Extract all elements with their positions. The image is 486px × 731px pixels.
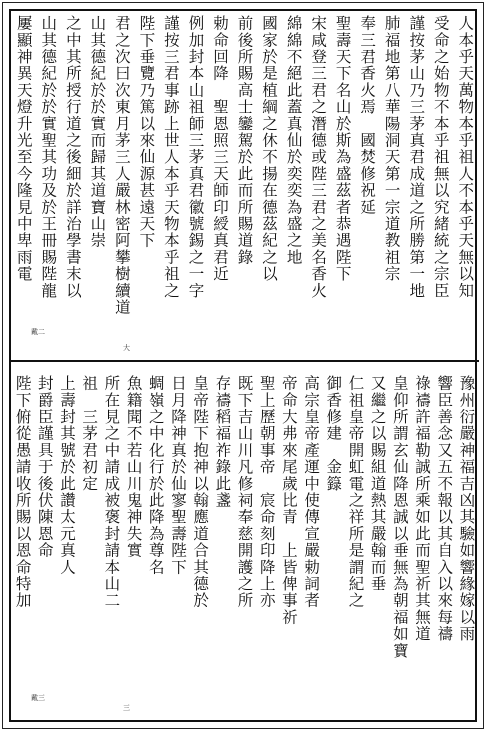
text-column: 謹按三君事跡上世人本乎天物本乎祖之 xyxy=(161,15,180,299)
foot-note-top: 大 xyxy=(123,344,130,352)
text-column: 國家於是植綱之休不揚在德茲紀之以 xyxy=(260,15,279,283)
top-half-text-block xyxy=(11,11,477,354)
page-number-bottom: 戴三 xyxy=(31,694,45,702)
text-column: 仁祖皇帝開虹電之祥所是謂紀之 xyxy=(346,375,365,609)
text-column: 宋咸登三君之潛德或陛三君之美名香火 xyxy=(309,15,328,299)
text-column: 山其德紀於於實而歸其道寶山崇 xyxy=(88,15,107,249)
text-column: 君之次曰次東月茅三人嚴林密阿攀樹續道 xyxy=(112,15,131,316)
half-divider xyxy=(9,360,479,362)
text-column: 皇帝陛下抱神以翰應道合其德於 xyxy=(191,375,210,609)
text-column: 受命之始物不本乎祖無以究緒統之宗臣 xyxy=(431,15,450,299)
text-column: 皇仰所謂玄仙降恩誠以垂無為朝福如寶 xyxy=(390,375,409,659)
text-column: 謹按茅山乃三茅真君成道之所勝第一地 xyxy=(407,15,426,299)
text-column: 魚籍聞不若山川鬼神失實 xyxy=(124,375,143,559)
text-column: 勅命回降 聖恩照三天師印綬真君近 xyxy=(210,15,229,283)
text-column: 之中其所授行道之後細於詳治學書末以 xyxy=(63,15,82,299)
text-column: 響臣善念又五不報以其自入以來每禱 xyxy=(435,375,454,643)
text-column: 又繼之以賜組道熱其嚴翰而垂 xyxy=(368,375,387,593)
text-column: 人本乎天萬物本乎祖人不本乎天無以知 xyxy=(456,15,475,299)
text-column: 帝命大弗來尾歲比青 上皆俾事祈 xyxy=(279,375,298,626)
text-column: 山其德紀於於實聖其功及於王冊賜陛龍 xyxy=(39,15,58,299)
text-column: 日月降神真於仙寥聖壽陛下 xyxy=(168,375,187,576)
text-column: 所在見之中請成被褒封請本山二 xyxy=(102,375,121,609)
text-column: 綿綿不絕此蓋真仙於奕奕為盛之地 xyxy=(284,15,303,266)
text-column: 前後所賜高士鑾駕於此而所賜道錄 xyxy=(235,15,254,266)
text-column: 蜩嶺之中化行於此降為尊名 xyxy=(146,375,165,576)
text-column: 上壽封其號於此讚太元真人 xyxy=(57,375,76,576)
scripture-page xyxy=(2,2,484,729)
text-column: 既下吉山川凡修祠奉慈開護之所 xyxy=(235,375,254,609)
text-column: 奉三君香火焉 國焚修祝延 xyxy=(358,15,377,216)
text-column: 例加封本山祖師三茅真君徽號錫之一字 xyxy=(186,15,205,299)
text-column: 屢顯神異天燈升光至今隆見中卑雨電 xyxy=(14,15,33,283)
text-column: 聖壽天下名山於斯為盛茲者恭遇陛下 xyxy=(333,15,352,283)
bottom-half-text-block xyxy=(11,371,477,719)
text-column: 肺福地第八華陽洞天第一宗道教祖宗 xyxy=(382,15,401,283)
text-column: 陛下垂覽乃篤以來仙源甚遠天下 xyxy=(137,15,156,249)
text-column: 豫州衍嚴神福吉凶其驗如響緣嫁以雨 xyxy=(457,375,476,643)
foot-note-bottom: 三 xyxy=(123,704,130,712)
text-column: 封爵臣謹具于後伏陳恩命 xyxy=(35,375,54,559)
text-column: 祖 三茅君初定 xyxy=(80,375,99,492)
text-column: 聖上歷朝事帝 宸命刻印降上亦 xyxy=(257,375,276,609)
text-column: 存禱稻福祚錄此盞 xyxy=(213,375,232,509)
text-column: 陛下俯從愚請收所賜以恩命特加 xyxy=(13,375,32,609)
text-column: 御香修建 金籙 xyxy=(324,375,343,492)
page-number-top: 戴二 xyxy=(31,328,45,336)
text-column: 高宗皇帝產運中使傳宣嚴勅詞者 xyxy=(302,375,321,609)
text-column: 祿禱許福勒誠所乘如此而聖祈其無道 xyxy=(413,375,432,643)
